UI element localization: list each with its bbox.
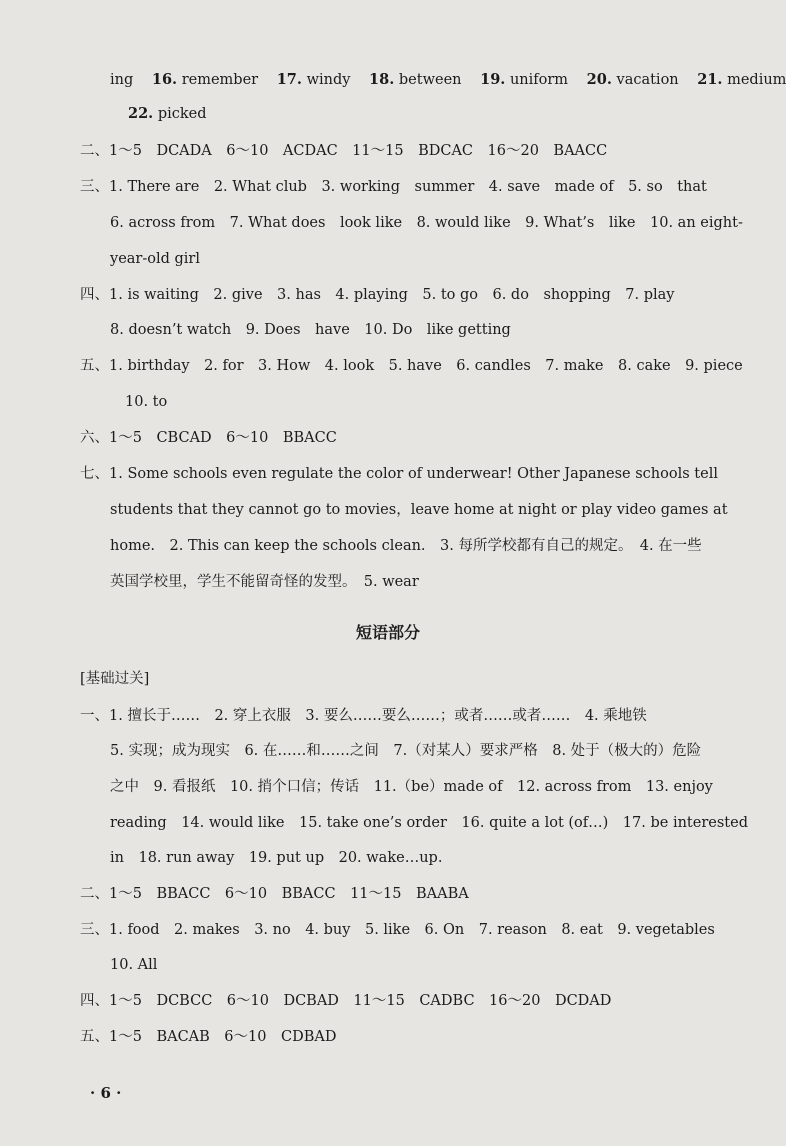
section-7-line-2: students that they cannot go to movies，leave home at night or play video games at: [110, 502, 728, 518]
basic-practice-label: [基础过关]: [80, 671, 150, 687]
phrase-part3-line-1: 三、1. food 2. makes 3. no 4. buy 5. like 6. On 7. reason 8. eat 9. vegetables: [80, 922, 715, 938]
section-6-answers: 六、1～5 CBCAD 6～10 BBACC: [80, 430, 337, 446]
phrase-part5-answers: 五、1～5 BACAB 6～10 CDBAD: [80, 1029, 337, 1045]
section-5-line-2: 10. to: [125, 394, 168, 410]
answer-line-1: ing 16. remember 17. windy 18. between 19. uniform 20. vacation 21. medium: [110, 71, 786, 88]
page-number: · 6 ·: [90, 1084, 122, 1102]
section-3-line-1: 三、1. There are 2. What club 3. working summer 4. save made of 5. so that: [80, 179, 707, 195]
phrase-part2-answers: 二、1～5 BBACC 6～10 BBACC 11～15 BAABA: [80, 886, 469, 902]
section-4-line-2: 8. doesn’t watch 9. Does have 10. Do like getting: [110, 322, 511, 338]
section-3-line-3: year-old girl: [110, 251, 200, 267]
section-5-line-1: 五、1. birthday 2. for 3. How 4. look 5. have 6. candles 7. make 8. cake 9. piece: [80, 358, 743, 374]
answer-line-2: 22. picked: [128, 105, 207, 122]
phrase-section-heading: 短语部分: [355, 623, 420, 642]
section-7-line-1: 七、1. Some schools even regulate the color of underwear! Other Japanese schools tell: [80, 466, 718, 482]
phrase-part3-line-2: 10. All: [110, 957, 158, 973]
phrase-part1-line-3: 之中 9. 看报纸 10. 捎个口信；传话 11.（be）made of 12. across from 13. enjoy: [110, 779, 713, 795]
phrase-part1-line-5: in 18. run away 19. put up 20. wake…up.: [110, 850, 443, 866]
phrase-part1-line-4: reading 14. would like 15. take one’s order 16. quite a lot (of…) 17. be interested: [110, 815, 748, 831]
section-7-line-4: 英国学校里，学生不能留奇怪的发型。 5. wear: [110, 574, 419, 590]
phrase-part1-line-1: 一、1. 擅长于…… 2. 穿上衣服 3. 要么……要么……；或者……或者…… 4. 乘地铁: [80, 708, 647, 724]
section-3-line-2: 6. across from 7. What does look like 8. would like 9. What’s like 10. an eight-: [110, 215, 743, 231]
phrase-part1-line-2: 5. 实现；成为现实 6. 在……和……之间 7.（对某人）要求严格 8. 处于（极大的）危险: [110, 743, 702, 759]
section-7-line-3: home. 2. This can keep the schools clean. 3. 每所学校都有自己的规定。 4. 在一些: [110, 538, 702, 554]
section-4-line-1: 四、1. is waiting 2. give 3. has 4. playing 5. to go 6. do shopping 7. play: [80, 287, 675, 303]
section-2-answers: 二、1～5 DCADA 6～10 ACDAC 11～15 BDCAC 16～20 BAACC: [80, 143, 608, 159]
phrase-part4-answers: 四、1～5 DCBCC 6～10 DCBAD 11～15 CADBC 16～20 DCDAD: [80, 993, 612, 1009]
